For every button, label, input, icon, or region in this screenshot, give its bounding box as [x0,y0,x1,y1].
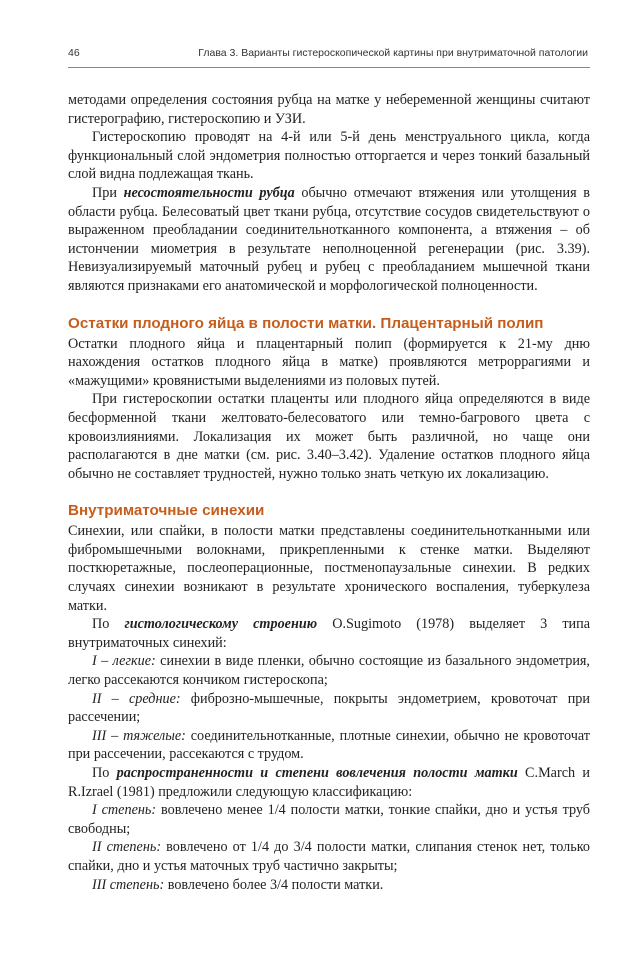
list-label: II степень: [92,839,162,856]
section-heading: Внутриматочные синехии [68,502,265,520]
paragraph: При гистероскопии остатки плаценты или плодного яйца определяются в виде бесформенной ткани желтовато-белесоватого или темно-багрового цвета с кровоизлияниями. Локализация их может быть различной, но чаще они располагаются в дне матки (см. рис. 3.40–3.42). Удаление остатков плодного яйца обычно не составляет трудностей, нужно только знать четкую их локализацию. [68,391,590,482]
running-header [68,45,588,67]
section-heading: Остатки плодного яйца в полости матки. Плацентарный полип [68,314,544,332]
list-label: I степень: [92,802,157,819]
running-title: Глава 3. Варианты гистероскопической картины при внутриматочной патологии [198,47,588,59]
list-text: фиброзно-мышечные, покрыты эндометрием, кровоточат при рассечении; [68,690,590,726]
list-text: вовлечено менее 1/4 полости матки, тонкие спайки, дно и устья труб свободны; [68,802,590,837]
list-text: синехии в виде пленки, обычно состоящие из базального эндометрия, легко рассекаются кончиком гистероскопа; [68,653,590,689]
emphasis: гистологическому строению [124,616,318,633]
list-label: III степень: [92,876,165,893]
list-text: вовлечено от 1/4 до 3/4 полости матки, слипания стенок нет, только спайки, дно и устья маточных труб частично закрыты; [68,839,590,874]
list-item [68,690,590,727]
text-run: обычно отмечают втяжения или утолщения в области рубца. Белесоватый цвет ткани рубца, отсутствие сосудов свидетельствуют о выраженном преобладании соединительнотканного компонента, а втяжения – об истончении миометрия в результате неполноценной регенерации (рис. 3.39). Невизуализируемый маточный рубец и рубец с преобладанием мышечной ткани являются признаками его анатомической и морфологической полноценности. [68,184,590,294]
list-item [68,801,590,838]
text-run: По [92,765,117,781]
text-run: По [92,616,125,633]
paragraph: Гистероскопию проводят на 4-й или 5-й день менструального цикла, когда функциональный слой эндометрия полностью отторгается и через тонкий базальный слой видна подлежащая ткань. [68,129,590,183]
paragraph [68,615,590,652]
list-text: соединительнотканные, плотные синехии, обычно не кровоточат при рассечении, рассекаются с трудом. [68,727,590,763]
paragraph: Синехии, или спайки, в полости матки представлены соединительнотканными или фибромышечными волокнами, прикрепленными к стенке матки. Выделяют посткюретажные, послеоперационные, постменопаузальные синехии. В редких случаях синехии возникают в результате хронического воспаления, туберкулеза матки. [68,523,590,614]
list-item [68,727,590,764]
list-label: II – средние: [92,690,181,707]
page-number: 46 [68,47,80,59]
emphasis: распространенности и степени вовлечения полости матки [116,765,518,781]
body-text [68,91,590,894]
list-item [68,838,590,875]
paragraph [68,764,590,801]
paragraph: Остатки плодного яйца и плацентарный полип (формируется к 21-му дню нахождения остатков плодного яйца в матке) проявляются метроррагиями и «мажущими» кровянистыми выделениями из половых путей. [68,335,590,389]
list-label: III – тяжелые: [92,727,186,744]
list-item [68,652,590,689]
list-item [68,876,590,895]
paragraph [68,184,590,296]
paragraph: методами определения состояния рубца на матке у небеременной женщины считают гистерографию, гистероскопию и УЗИ. [68,92,590,127]
text-run: O.Sugimoto (1978) выделяет 3 типа внутриматочных синехий: [68,616,591,651]
header-rule [68,67,590,68]
text-run: При [92,184,124,201]
list-text: вовлечено более 3/4 полости матки. [164,876,384,893]
emphasis: несостоятельности рубца [123,184,295,201]
text-run: C.March и R.Izrael (1981) предложили следующую классификацию: [68,765,590,800]
list-label: I – легкие: [92,653,156,670]
